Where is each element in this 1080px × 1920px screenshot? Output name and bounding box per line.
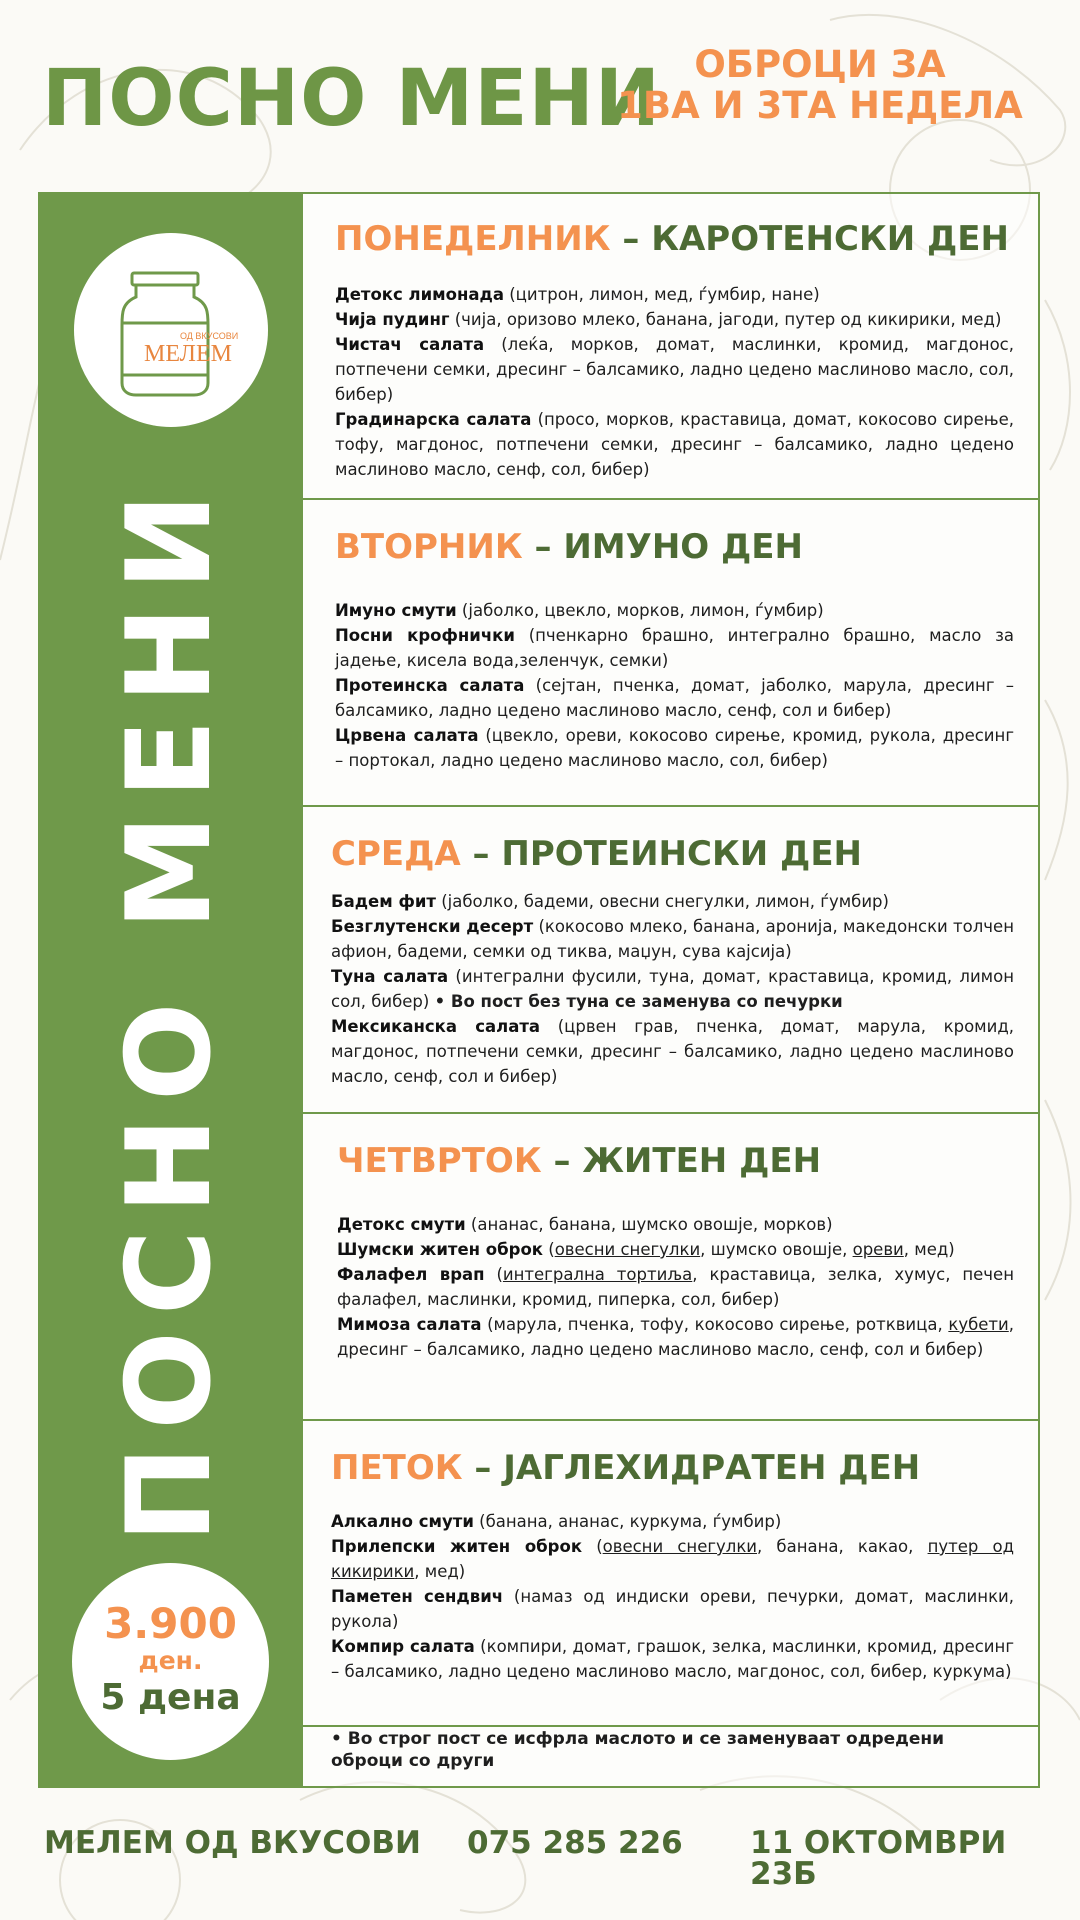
day-theme: ЈАГЛЕХИДРАТЕН ДЕН bbox=[503, 1448, 921, 1488]
day-heading: ПЕТОК – ЈАГЛЕХИДРАТЕН ДЕН bbox=[331, 1448, 921, 1488]
logo-small-text: ОД ВКУСОВИ bbox=[180, 331, 239, 341]
day-section-friday bbox=[303, 1421, 1038, 1727]
subtitle-line-1: ОБРОЦИ ЗА bbox=[694, 43, 946, 86]
item-name: Мексиканска салата bbox=[331, 1017, 541, 1036]
item-desc: (цвекло, ореви, кокосово сирење, кромид, рукола, дресинг – портокал, ладно цедено маслиново масло, сол, бибер) bbox=[335, 726, 1014, 770]
price-amount: 3.900 bbox=[104, 1599, 237, 1648]
price-days: 5 дена bbox=[100, 1677, 241, 1718]
menu-item bbox=[331, 1634, 1014, 1684]
menu-item bbox=[335, 407, 1014, 482]
day-heading: СРЕДА – ПРОТЕИНСКИ ДЕН bbox=[331, 834, 862, 874]
day-name: ЧЕТВРТОК bbox=[337, 1141, 542, 1181]
menu-item bbox=[335, 307, 1014, 332]
menu-item bbox=[331, 914, 1014, 964]
logo-brand: МЕЛЕМ bbox=[144, 341, 232, 367]
menu-item bbox=[331, 1584, 1014, 1634]
price-currency: ден. bbox=[138, 1646, 203, 1675]
menu-item bbox=[337, 1212, 1014, 1237]
item-name: Детокс смути bbox=[337, 1215, 466, 1234]
item-name: Компир салата bbox=[331, 1637, 475, 1656]
menu-item bbox=[335, 332, 1014, 407]
day-section-wednesday bbox=[303, 807, 1038, 1114]
item-desc: (сејтан, пченка, домат, јаболко, марула, дресинг – балсамико, ладно цедено маслиново масло, сенф, сол и бибер) bbox=[335, 676, 1014, 720]
logo bbox=[74, 233, 268, 427]
item-name: Паметен сендвич bbox=[331, 1587, 504, 1606]
footer-brand: МЕЛЕМ ОД ВКУСОВИ bbox=[44, 1825, 421, 1861]
day-heading: ВТОРНИК – ИМУНО ДЕН bbox=[335, 527, 803, 567]
item-desc: (ананас, банана, шумско овошје, морков) bbox=[465, 1215, 833, 1234]
day-section-tuesday bbox=[303, 500, 1038, 807]
menu-item bbox=[335, 282, 1014, 307]
item-desc: (банана, ананас, куркума, ѓумбир) bbox=[473, 1512, 782, 1531]
item-desc: (црвен грав, пченка, домат, марула, кромид, магдонос, потпечени семки, дресинг – балсамико, ладно цедено маслиново масло, сенф, сол и бибер) bbox=[331, 1017, 1014, 1086]
item-link[interactable]: путер од кикирики bbox=[331, 1537, 1015, 1581]
day-section-monday bbox=[303, 194, 1038, 500]
item-name: Градинарска салата bbox=[335, 410, 532, 429]
day-theme: ЖИТЕН ДЕН bbox=[582, 1141, 822, 1181]
item-link[interactable]: овесни снегулки bbox=[554, 1240, 701, 1259]
vertical-title: ПОСНО МЕНИ bbox=[102, 477, 237, 1543]
menu-item bbox=[331, 889, 1014, 914]
menu-item: Прилепски житен оброк (овесни снегулки, банана, какао, путер од кикирики, мед) bbox=[331, 1537, 1015, 1581]
menu-item bbox=[331, 1014, 1014, 1089]
item-name: Црвена салата bbox=[335, 726, 479, 745]
item-desc: (чија, оризово млеко, банана, јагоди, путер од кикирики, мед) bbox=[449, 310, 1002, 329]
page-title: ПОСНО МЕНИ bbox=[42, 54, 662, 144]
item-name: Алкално смути bbox=[331, 1512, 474, 1531]
menu-item bbox=[335, 723, 1014, 773]
subtitle-line-2: 1ВА И 3ТА НЕДЕЛА bbox=[617, 84, 1023, 128]
day-theme: КАРОТЕНСКИ ДЕН bbox=[651, 219, 1009, 259]
item-name: Посни крофнички bbox=[335, 626, 515, 645]
item-name: Прилепски житен оброк bbox=[331, 1537, 583, 1556]
day-theme: ПРОТЕИНСКИ ДЕН bbox=[501, 834, 862, 874]
footnote: • Во строг пост се исфрла маслото и се заменуваат одредени оброци со други bbox=[331, 1729, 945, 1771]
item-desc: (интегрални фусили, туна, домат, краставица, кромид, лимон сол, бибер) bbox=[331, 967, 1015, 1011]
item-desc: (компири, домат, грашок, зелка, маслинки, кромид, дресинг – балсамико, ладно цедено маслиново масло, магдонос, сол, бибер, куркума) bbox=[331, 1637, 1014, 1681]
subtitle bbox=[600, 44, 1040, 127]
item-name: Чистач салата bbox=[335, 335, 485, 354]
menu-item bbox=[335, 623, 1014, 673]
item-link[interactable]: интегрална тортиља bbox=[502, 1265, 693, 1284]
day-name: СРЕДА bbox=[331, 834, 461, 874]
day-heading: ПОНЕДЕЛНИК – КАРОТЕНСКИ ДЕН bbox=[335, 219, 1009, 259]
item-name: Чија пудинг bbox=[335, 310, 450, 329]
day-name: ПОНЕДЕЛНИК bbox=[335, 219, 611, 259]
item-desc: (јаболко, бадеми, овесни снегулки, лимон, ѓумбир) bbox=[435, 892, 889, 911]
item-desc: (јаболко, цвекло, морков, лимон, ѓумбир) bbox=[456, 601, 824, 620]
item-name: Мимоза салата bbox=[337, 1315, 482, 1334]
item-desc: (цитрон, лимон, мед, ѓумбир, нане) bbox=[503, 285, 820, 304]
menu-item: Мимоза салата (марула, пченка, тофу, кокосово сирење, ротквица, кубети, дресинг – балсамико, ладно цедено маслиново масло, сенф, сол и бибер) bbox=[337, 1315, 1015, 1359]
day-heading: ЧЕТВРТОК – ЖИТЕН ДЕН bbox=[337, 1141, 822, 1181]
item-link[interactable]: ореви bbox=[852, 1240, 904, 1259]
menu-item bbox=[335, 598, 1014, 623]
item-name: Туна салата bbox=[331, 967, 449, 986]
menu-item: Шумски житен оброк (овесни снегулки, шумско овошје, ореви, мед) bbox=[337, 1240, 955, 1259]
menu-item bbox=[331, 964, 1014, 1014]
item-name: Бадем фит bbox=[331, 892, 436, 911]
item-desc: (намаз од индиски ореви, печурки, домат, маслинки, рукола) bbox=[331, 1587, 1014, 1631]
day-section-thursday bbox=[303, 1114, 1038, 1421]
day-theme: ИМУНО ДЕН bbox=[563, 527, 803, 567]
item-name: Безглутенски десерт bbox=[331, 917, 534, 936]
item-name: Имуно смути bbox=[335, 601, 457, 620]
item-desc: (леќа, морков, домат, маслинки, кромид, магдонос, потпечени семки, дресинг – балсамико, ладно цедено маслиново масло, сол, бибер) bbox=[335, 335, 1014, 404]
item-name: Протеинска салата bbox=[335, 676, 525, 695]
item-name: Фалафел врап bbox=[337, 1265, 485, 1284]
footer-phone[interactable]: 075 285 226 bbox=[467, 1825, 683, 1861]
day-name: ВТОРНИК bbox=[335, 527, 523, 567]
day-name: ПЕТОК bbox=[331, 1448, 463, 1488]
footer-address: 11 ОКТОМВРИ 23Б bbox=[750, 1825, 1007, 1892]
item-link[interactable]: кубети bbox=[948, 1315, 1009, 1334]
item-desc: (пченкарно брашно, интегрално брашно, масло за јадење, кисела вода,зеленчук, семки) bbox=[335, 626, 1014, 670]
item-desc: (кокосово млеко, банана, аронија, македонски толчен афион, бадеми, семки од тиква, маџун, сува кајсија) bbox=[331, 917, 1014, 961]
item-note: • Во пост без туна се заменува со печурки bbox=[434, 992, 843, 1011]
item-link[interactable]: овесни снегулки bbox=[602, 1537, 758, 1556]
menu-item bbox=[335, 673, 1014, 723]
menu-item bbox=[331, 1509, 1014, 1534]
item-desc: (просо, морков, краставица, домат, кокосово сирење, тофу, магдонос, потпечени семки, дресинг – балсамико, ладно цедено маслиново масло, сенф, сол, бибер) bbox=[335, 410, 1014, 479]
menu-item: Фалафел врап (интегрална тортиља, краставица, зелка, хумус, печен фалафел, маслинки, кромид, пиперка, сол, бибер) bbox=[337, 1265, 1014, 1309]
item-name: Детокс лимонада bbox=[335, 285, 504, 304]
price-badge bbox=[72, 1563, 269, 1760]
menu-panel bbox=[303, 192, 1040, 1788]
jar-logo-icon bbox=[74, 233, 268, 427]
item-name: Шумски житен оброк bbox=[337, 1240, 543, 1259]
